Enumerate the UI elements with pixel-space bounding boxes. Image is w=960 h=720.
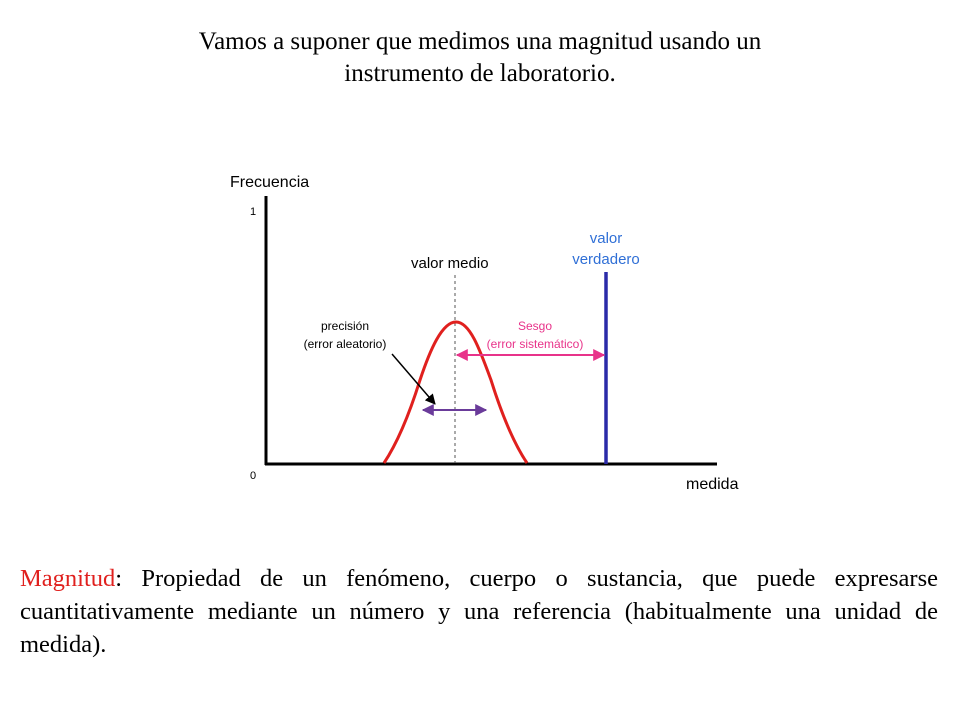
slide-title-line-1: Vamos a suponer que medimos una magnitud usando un [198,28,762,55]
x-axis-label: medida [686,476,739,493]
y-tick-top: 1 [250,206,257,218]
definition-text: : Propiedad de un fenómeno, cuerpo o sustancia, que puede expresarse cuantitativamente mediante un número y una referencia (habitualmente una unidad de medida). [20,565,938,658]
precision-label-line-2: (error aleatorio) [303,337,387,351]
definition-term: Magnitud [20,565,116,592]
definition-paragraph [20,562,938,661]
mean-label: valor medio [411,255,489,272]
bias-label-line-2: (error sistemático) [486,337,584,351]
slide-title-line-2: instrumento de laboratorio. [344,60,616,87]
true-value-label-line-2: verdadero [572,251,640,268]
precision-label-line-1: precisión [320,319,370,333]
y-tick-origin: 0 [250,470,257,482]
true-value-label-line-1: valor [589,230,623,247]
y-axis-label: Frecuencia [230,174,310,191]
bias-label-line-1: Sesgo [517,319,553,333]
